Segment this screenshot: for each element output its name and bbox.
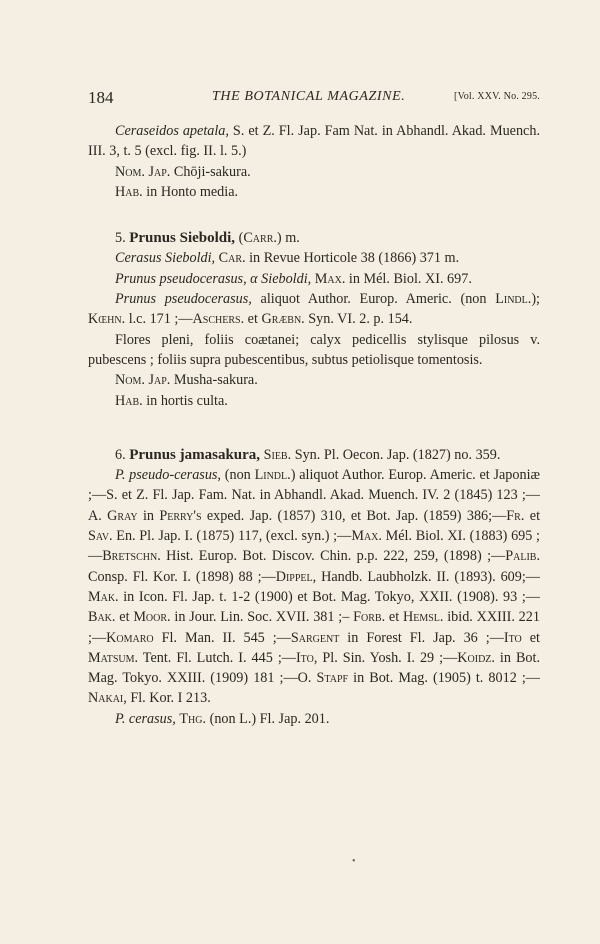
footer-mark: • <box>352 856 356 867</box>
running-title: THE BOTANICAL MAGAZINE. <box>212 89 406 104</box>
page-header <box>88 88 540 110</box>
author-name: Komaro <box>106 629 154 646</box>
nom-value: Musha-sakura. <box>170 372 258 389</box>
ceraseidos-habitat <box>88 182 540 202</box>
citation-text: in Bot. Mag. Tokyo. XXIII. (1909) 181 ;—O. <box>88 649 540 687</box>
author-name: Ito <box>503 629 522 646</box>
citation-text: Pl. Sin. Yosh. I. 29 ;— <box>317 649 458 666</box>
citation-text: ) aliquot Author. Europ. Americ. et Japoniæ ;—S. et Z. Fl. Jap. Fam. Nat. in Abhandl. Akad. Muench. IV. 2 (1845) 123 ;— <box>88 467 540 504</box>
author-name: Thg. <box>179 710 207 727</box>
author-name: Sav. <box>88 528 113 545</box>
author-name: Mak. <box>88 588 119 605</box>
citation-text: Consp. Fl. Kor. I. (1898) 88 ;— <box>88 568 276 585</box>
author-name: Hemsl. <box>402 609 444 626</box>
hab-label: Hab. <box>115 392 143 409</box>
citation-text: Syn. VI. 2. p. 154. <box>304 311 413 328</box>
sieboldi-habitat <box>88 391 540 411</box>
citation-text: et <box>244 311 262 328</box>
taxon-name: P. cerasus, <box>115 710 176 727</box>
species-author: (Carr.) <box>238 230 282 247</box>
author-name: Kœhn. <box>88 311 126 328</box>
ceraseidos-nom-jap <box>88 162 540 182</box>
citation-text: Handb. Laubholzk. II. (1893). 609;— <box>316 568 540 585</box>
citation-text: in Bot. Mag. (1905) t. 8012 ;— <box>348 670 540 687</box>
author-name: Moor. <box>133 609 171 626</box>
author-name: Forb. <box>353 609 386 626</box>
species-name: Prunus Sieboldi, <box>129 230 236 247</box>
author-name: Sargent <box>290 629 340 646</box>
jamasakura-synonym-2 <box>88 709 540 729</box>
hab-value: in Honto media. <box>142 183 239 200</box>
citation-text: in Icon. Fl. Jap. t. 1-2 (1900) et Bot. Mag. Tokyo, XXII. (1908). 93 ;— <box>118 588 540 605</box>
citation-text: S. et Z. Fl. Jap. Fam Nat. in Abhandl. Akad. Muench. III. 3, t. 5 (excl. fig. II. l. 5.) <box>88 123 540 160</box>
section-spacer-extra <box>88 437 540 445</box>
author-name: Nakai, <box>88 690 127 707</box>
author-suffix: m. <box>281 230 300 247</box>
sieboldi-nom-jap <box>88 370 540 390</box>
citation-text: in Forest Fl. Jap. 36 ;— <box>339 629 504 646</box>
taxon-name: Cerasus Sieboldi, <box>115 250 216 267</box>
citation-text: ibid. XXIII. 221 ;— <box>88 609 540 646</box>
author-name: Bak. <box>88 609 116 626</box>
citation-text: in Jour. Lin. Soc. XVII. 381 ;– <box>170 609 354 626</box>
citation-text: (non L.) Fl. Jap. 201. <box>206 710 330 727</box>
author-name: Palib. <box>505 548 540 565</box>
citation-text: et <box>385 609 403 626</box>
author-name: Lindl. <box>495 291 532 308</box>
author-name: Perry's <box>159 507 202 524</box>
author-name: Stapf <box>316 670 349 687</box>
author-name: Koidz. <box>457 649 495 666</box>
citation-text: (non <box>220 467 255 484</box>
citation-text: exped. Jap. (1857) 310, et Bot. Jap. (1859) 386;— <box>201 507 507 524</box>
author-name: Matsum. <box>88 649 139 666</box>
citation-text: ); <box>531 291 540 308</box>
author-name: Dippel, <box>275 568 317 585</box>
citation-text: En. Pl. Jap. I. (1875) 117, (excl. syn.) ;— <box>112 528 352 545</box>
citation-text: et <box>115 609 134 626</box>
citation-text: aliquot Author. Europ. Americ. (non <box>251 291 496 308</box>
author-name: Græbn. <box>261 311 305 328</box>
species-author: Sieb. <box>263 446 292 463</box>
taxon-name: Prunus pseudocerasus, α Sieboldi, <box>115 270 312 287</box>
citation-text: et <box>521 629 540 646</box>
author-name: Ito, <box>295 649 318 666</box>
citation-text: in <box>137 507 160 524</box>
author-name: Lindl. <box>254 467 291 484</box>
page-number: 184 <box>88 88 114 107</box>
nom-label: Nom. Jap. <box>115 163 171 180</box>
page-body <box>88 121 540 729</box>
nom-value: Chōji-sakura. <box>170 163 251 180</box>
jamasakura-heading <box>88 445 540 465</box>
sieboldi-synonym-3 <box>88 289 540 330</box>
author-name: Bretschn. <box>102 548 161 565</box>
author-name: A. Gray <box>88 507 138 524</box>
nom-label: Nom. Jap. <box>115 372 171 389</box>
citation-text: et <box>524 507 541 524</box>
species-number: 5. <box>115 230 126 247</box>
hab-label: Hab. <box>115 183 143 200</box>
hab-value: in hortis culta. <box>142 392 228 409</box>
section-spacer <box>88 202 540 228</box>
volume-info: [Vol. XXV. No. 295. <box>454 91 540 102</box>
species-name: Prunus jamasakura, <box>129 446 261 463</box>
citation-text: Fl. Kor. I 213. <box>126 690 211 707</box>
sieboldi-description: Flores pleni, foliis coætanei; calyx pedicellis stylisque pilosus v. pubescens ; foliis supra pubescentibus, subtus petiolisque tomentosis. <box>88 331 540 368</box>
jamasakura-synonym-1 <box>88 465 540 709</box>
citation-text: Hist. Europ. Bot. Discov. Chin. p.p. 222, 259, (1898) ;— <box>160 548 506 565</box>
author-name: Aschers. <box>192 311 245 328</box>
section-spacer <box>88 411 540 437</box>
citation-text: Fl. Man. II. 545 ;— <box>153 629 291 646</box>
author-name: Car. <box>218 250 246 267</box>
taxon-name: P. pseudo-cerasus, <box>115 467 221 484</box>
citation-text: l.c. 171 ;— <box>125 311 193 328</box>
sieboldi-synonym-2 <box>88 269 540 289</box>
citation-text: Tent. Fl. Lutch. I. 445 ;— <box>138 649 296 666</box>
sieboldi-synonym-1 <box>88 248 540 268</box>
author-name: Max. <box>314 270 346 287</box>
citation-text: Mél. Biol. XI. (1883) 695 ;— <box>88 528 541 565</box>
taxon-name: Prunus pseudocerasus, <box>115 291 252 308</box>
citation-text: in Mél. Biol. XI. 697. <box>345 270 472 287</box>
sieboldi-heading <box>88 228 540 248</box>
citation-text: in Revue Horticole 38 (1866) 371 m. <box>245 250 460 267</box>
author-name: Max. <box>351 528 382 545</box>
taxon-name: Ceraseidos apetala, <box>115 123 229 139</box>
author-name: Fr. <box>506 507 525 524</box>
species-number: 6. <box>115 446 126 463</box>
ceraseidos-synonym <box>88 121 540 162</box>
citation-text: Syn. Pl. Oecon. Jap. (1827) no. 359. <box>291 446 501 463</box>
